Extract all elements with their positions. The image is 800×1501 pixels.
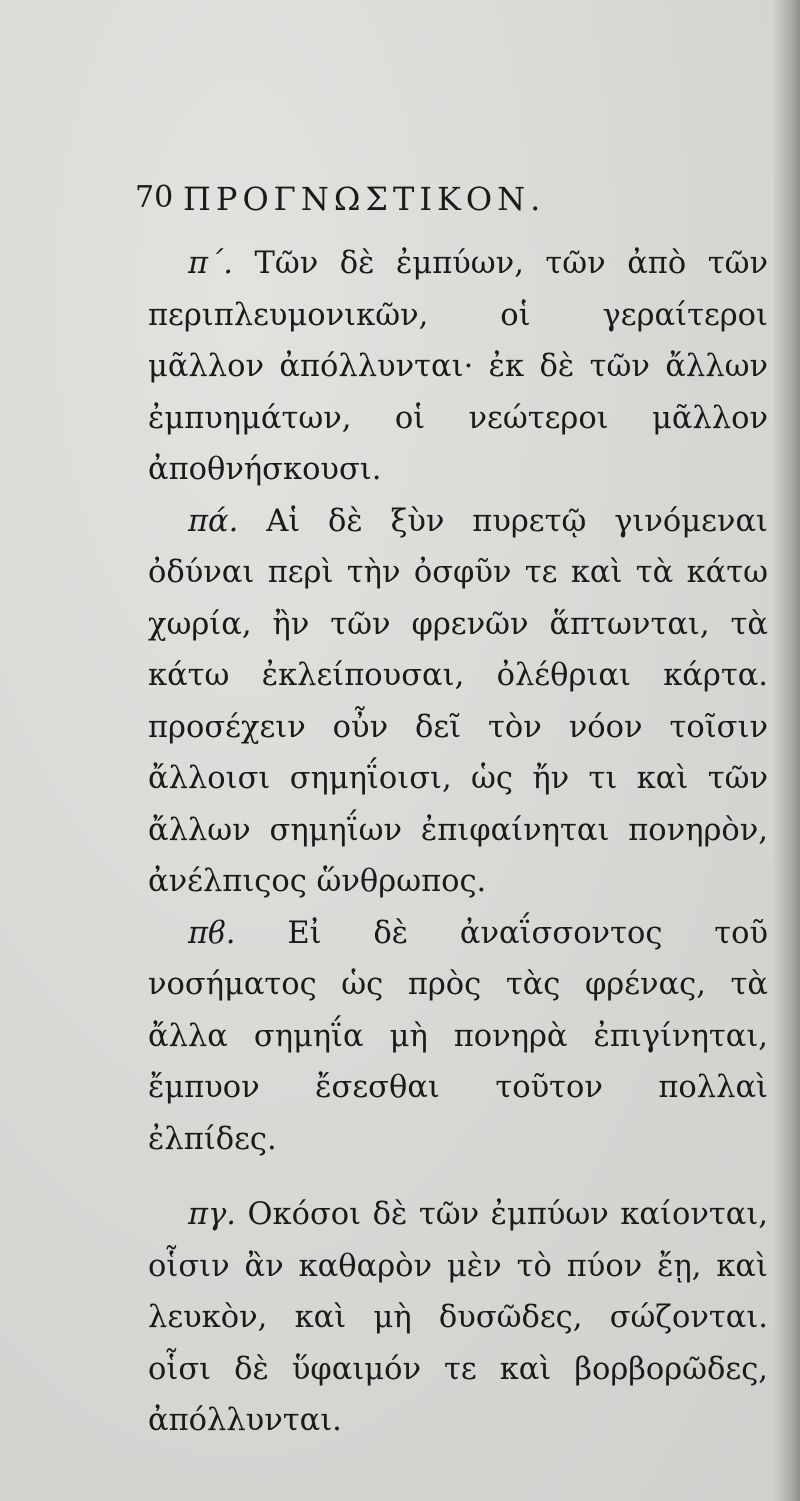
section-text: Οκόσοι δὲ τῶν ἐμπύων καίονται, οἷσιν ἂν καθαρὸν μὲν τὸ πύον ἔῃ, καὶ λευκὸν, καὶ μὴ δυσῶδες, σώζονται. οἷσι δὲ ὕφαιμόν τε καὶ βορβορῶδες, ἀπόλλυνται. (148, 1197, 769, 1438)
running-title: ΠΡΟΓΝΩΣΤΙΚΟΝ. (183, 180, 546, 218)
section-number: πϐ. (188, 915, 236, 951)
section-number: π΄. (188, 246, 233, 281)
section-83 (148, 1189, 768, 1447)
section-number: πά. (188, 503, 239, 539)
main-text (148, 238, 768, 1447)
section-81 (148, 496, 768, 908)
page-header (135, 180, 635, 220)
page-edge (774, 0, 800, 1501)
section-text: Αἱ δὲ ξὺν πυρετῷ γινόμεναι ὀδύναι περὶ τὴν ὀσφῦν τε καὶ τὰ κάτω χωρία, ἢν τῶν φρενῶν ἅπτωνται, τὰ κάτω ἐκλείπουσαι, ὀλέθριαι κάρτα. προσέχειν οὖν δεῖ τὸν νόον τοῖσιν ἄλλοισι σημηΐοισι, ὡς ἤν τι καὶ τῶν ἄλλων σημηΐων ἐπιφαίνηται πονηρὸν, ἀνέλπιςος ὥνθρωπος. (148, 503, 768, 899)
page-number: 70 (135, 180, 174, 215)
section-text: Τῶν δὲ ἐμπύων, τῶν ἀπὸ τῶν περιπλευμονικῶν, οἱ γεραίτεροι μᾶλλον ἀπόλλυνται· ἐκ δὲ τῶν ἄλλων ἐμπυημάτων, οἱ νεώτεροι μᾶλλον ἀποθνήσκουσι. (148, 246, 768, 487)
section-80 (148, 238, 768, 496)
section-text: Εἰ δὲ ἀναΐσσοντος τοῦ νοσήματος ὡς πρὸς τὰς φρένας, τὰ ἄλλα σημηΐα μὴ πονηρὰ ἐπιγίνηται, ἔμπυον ἔσεσθαι τοῦτον πολλαὶ ἐλπίδες. (148, 915, 768, 1157)
section-82 (148, 908, 768, 1166)
section-number: πγ. (188, 1197, 236, 1232)
